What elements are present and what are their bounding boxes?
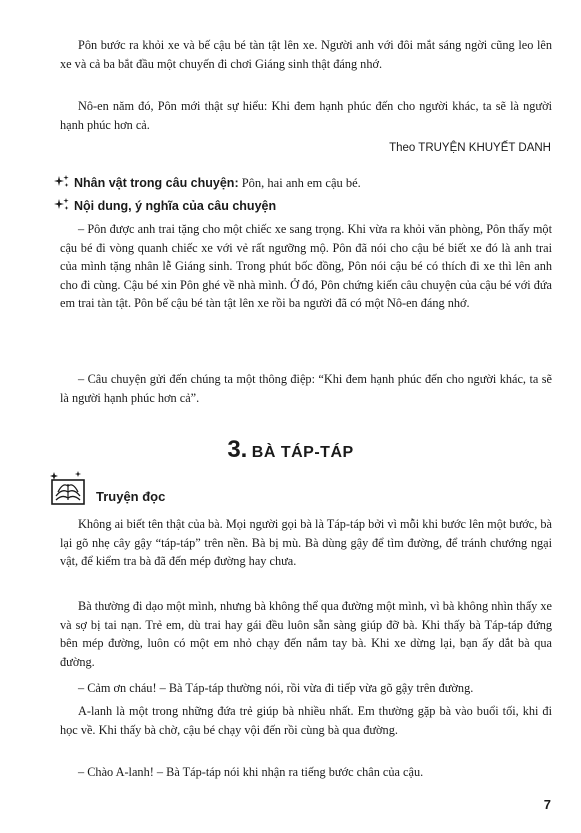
sparkle-icon [54, 198, 70, 212]
section-number: 3. [227, 436, 248, 463]
characters-text: Pôn, hai anh em cậu bé. [238, 176, 361, 190]
content-heading [54, 197, 276, 215]
sparkle-icon [54, 175, 70, 189]
reading-paragraph-2: Bà thường đi dạo một mình, nhưng bà không thể qua đường một mình, vì bà không nhìn thấy xe và sợ bị tai nạn. Trẻ em, dù trai hay gái đều luôn sẵn sàng giúp đỡ bà. Khi thấy bà Táp-táp đứng bên mép đường, luôn có một em nhỏ chạy đến nắm tay bà. Khi xe dừng lại, bạn ấy dắt bà qua đường. [60, 599, 552, 669]
story-paragraph-2: Nô-en năm đó, Pôn mới thật sự hiểu: Khi đem hạnh phúc đến cho người khác, ta sẽ là người hạnh phúc hơn cả. [60, 99, 552, 132]
page-number: 7 [543, 797, 551, 812]
characters-row [54, 174, 361, 192]
section-title-text: BÀ TÁP-TÁP [251, 444, 354, 461]
reading-paragraph-1: Không ai biết tên thật của bà. Mọi người gọi bà là Táp-táp bởi vì mỗi khi bước lên một bước, bà lại gõ nhẹ cây gậy “táp-táp” trên nền. Bà bị mù. Bà dùng gậy để tìm đường, để tránh chướng ngại vật, để kiểm tra bà đã đến mép đường hay chưa. [60, 517, 552, 569]
reading-paragraph-3: – Cảm ơn cháu! – Bà Táp-táp thường nói, rồi vừa đi tiếp vừa gõ gậy trên đường. [78, 681, 474, 695]
characters-label: Nhân vật trong câu chuyện: [74, 176, 239, 190]
reading-paragraph-4: A-lanh là một trong những đứa trẻ giúp bà nhiều nhất. Em thường gặp bà vào buổi tối, khi đi học về. Khi thấy bà chờ, cậu bé chạy vội đến rồi cùng bà qua đường. [60, 704, 552, 737]
content-label: Nội dung, ý nghĩa của câu chuyện [74, 199, 277, 213]
content-paragraph-1: – Pôn được anh trai tặng cho một chiếc xe sang trọng. Khi vừa ra khỏi văn phòng, Pôn thấy một cậu bé đi vòng quanh chiếc xe với vẻ rất ngưỡng mộ. Pôn đã nói cho cậu bé biết xe đó là anh trai của mình tặng nhân lễ Giáng sinh. Trong phút bốc đồng, Pôn nói cậu bé có thích đi xe thì lên anh cho đi cùng. Cậu bé xin Pôn ghé về nhà mình. Ở đó, Pôn chứng kiến câu chuyện của cậu bé với đứa em trai tàn tật. Pôn bế cậu bé tàn tật lên xe rồi ba người đã có một Nô-en đáng nhớ. [60, 222, 552, 311]
story-paragraph-1: Pôn bước ra khỏi xe và bế cậu bé tàn tật lên xe. Người anh với đôi mắt sáng ngời cũng leo lên xe và cả ba bắt đầu một chuyến đi chơi Giáng sinh thật đáng nhớ. [60, 38, 552, 71]
reading-paragraph-5: – Chào A-lanh! – Bà Táp-táp nói khi nhận ra tiếng bước chân của cậu. [78, 765, 424, 779]
story-credit: Theo TRUYỆN KHUYẾT DANH [389, 142, 551, 154]
content-paragraph-2: – Câu chuyện gửi đến chúng ta một thông điệp: “Khi đem hạnh phúc đến cho người khác, ta sẽ là người hạnh phúc hơn cả”. [60, 372, 552, 405]
open-book-icon [48, 470, 92, 506]
reading-label: Truyện đọc [96, 489, 166, 504]
section-title [0, 436, 581, 464]
